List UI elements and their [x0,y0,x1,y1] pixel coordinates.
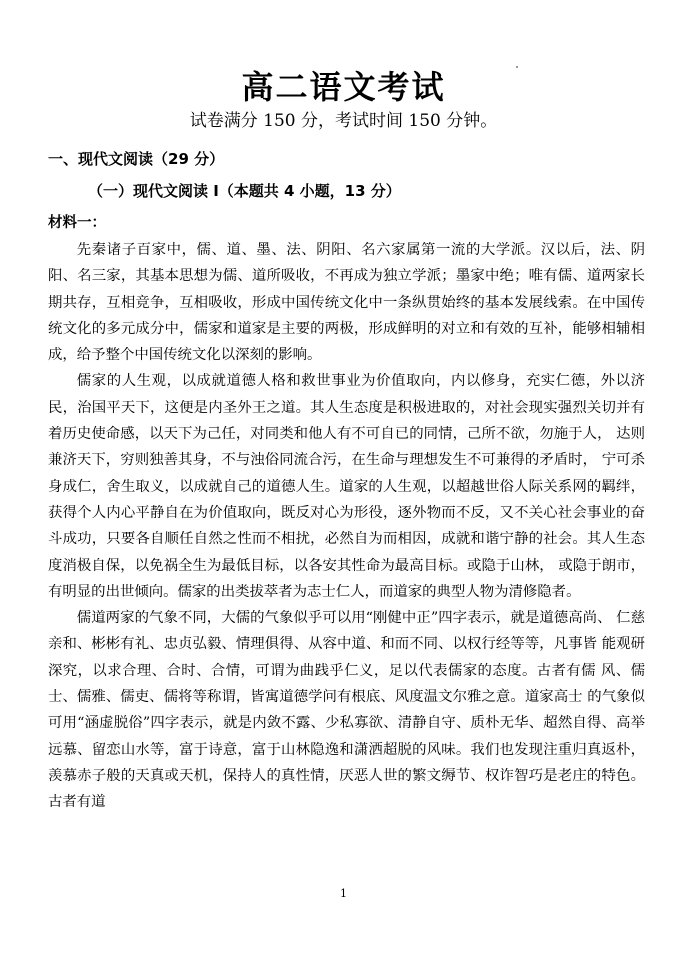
page-title: 高二语文考试 [241,68,446,106]
sub-section-heading: （一）现代文阅读 I（本题共 4 小题，13 分） [88,182,401,200]
page-number: 1 [340,887,347,900]
section-heading: 一、现代文阅读（29 分） [48,150,225,168]
material-label: 材料一： [48,215,106,231]
passage-paragraph: 先秦诸子百家中，儒、道、墨、法、阴阳、名六家属第一流的大学派。汉以后，法、阴阳、名三家，其基本思想为儒、道所吸收，不再成为独立学派；墨家中绝；唯有儒、道两家长期共存，互相竞争，互相吸收，形成中国传统文化中一条纵贯始终的基本发展线索。在中国传统文化的多元成分中，儒家和道家是主要的两极，形成鲜明的对立和有效的互补，能够相辅相成，给予整个中国传统文化以深刻的影响。 [48,242,645,364]
passage-paragraph: 儒道两家的气象不同，大儒的气象似乎可以用“刚健中正”四字表示，就是道德高尚、 仁慈亲和、彬彬有礼、忠贞弘毅、情理俱得、从容中道、和而不同、以权行经等等，凡事皆 能观研深究，以求合理、合时、合情，可谓为曲践乎仁义，足以代表儒家的态度。古者有儒 风、儒士、儒雅、儒吏、儒将等称谓，皆寓道德学问有根底、风度温文尔雅之意。道家高士 的气象似可用“涵虚脱俗”四字表示，就是内敛不露、少私寡欲、清静自守、质朴无华、超然自得、高举远慕、留恋山水等，富于诗意，富于山林隐逸和潇洒超脱的风味。我们也发现注重归真返朴，羡慕赤子般的天真或天机，保持人的真性情，厌恶人世的繁文缛节、权诈智巧是老庄的特色。古者有道 [48,610,645,811]
reading-passage [48,237,645,816]
passage-paragraph: 儒家的人生观，以成就道德人格和救世事业为价值取向，内以修身，充实仁德，外以济民，治国平天下，这便是内圣外王之道。其人生态度是积极进取的，对社会现实强烈关切并有着历史使命感，以天下为己任，对同类和他人有不可自已的同情，己所不欲，勿施于人， 达则兼济天下，穷则独善其身，不与浊俗同流合污，在生命与理想发生不可兼得的矛盾时， 宁可杀身成仁，舍生取义，以成就自己的道德人生。道家的人生观，以超越世俗人际关系网的羁绊，获得个人内心平静自在为价值取向，既反对心为形役，逐外物而不反，又不关心社会事业的奋斗成功，只要各自顺任自然之性而不相扰，必然自为而相因，成就和谐宁静的社会。其人生态度消极自保，以免祸全生为最低目标，以各安其性命为最高目标。或隐于山林， 或隐于朗市，有明显的出世倾向。儒家的出类拔萃者为志士仁人，而道家的典型人物为清修隐者。 [48,373,645,600]
exam-instructions: 试卷满分 150 分，考试时间 150 分钟。 [189,111,498,131]
